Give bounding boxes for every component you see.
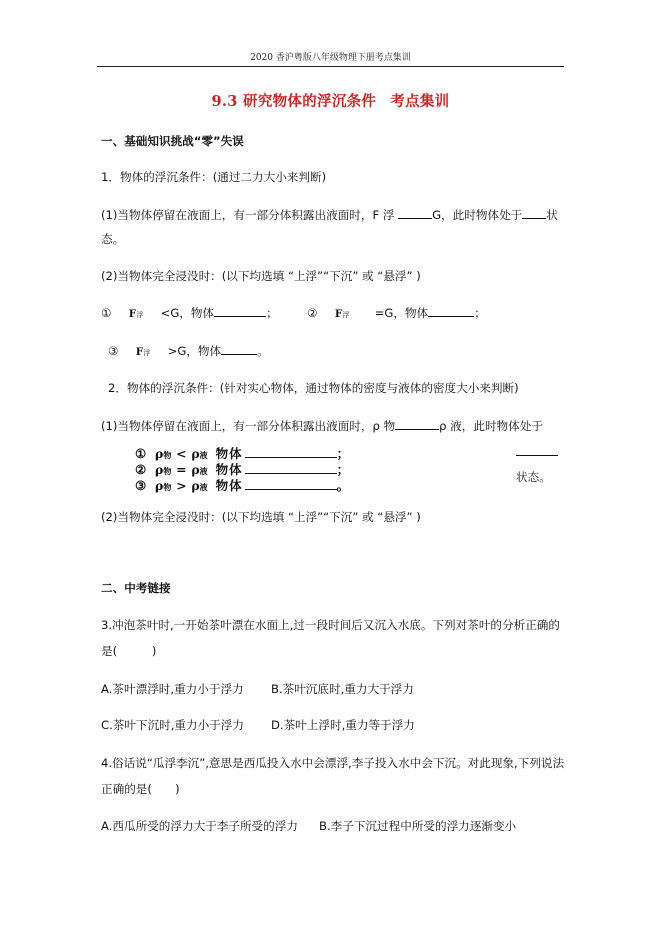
title-sub: 考点集训: [390, 93, 450, 110]
q4-option-b[interactable]: B.李子下沉过程中所受的浮力逐渐变小: [319, 819, 517, 833]
answer-blank[interactable]: [245, 462, 337, 474]
circled-3: ③: [108, 344, 119, 358]
answer-blank[interactable]: [522, 207, 546, 219]
q2-part1-state: 状态。: [516, 470, 551, 484]
buoyant-force-symbol: F浮: [128, 308, 144, 320]
q3-stem-line1: 3.冲泡茶叶时,一开始茶叶漂在水面上,过一段时间后又沉入水底。下列对茶叶的分析正确的: [101, 618, 560, 632]
section1-heading: 一、基础知识挑战“零”失误: [101, 134, 244, 148]
figure-row: ② ρ物 = ρ液 物体 ；: [135, 462, 350, 477]
circled-2: ②: [307, 306, 318, 320]
q3-option-c[interactable]: C.茶叶下沉时,重力小于浮力: [101, 718, 244, 732]
q1-part1-line: (1)当物体停留在液面上，有一部分体积露出液面时，F 浮 G，此时物体处于 状: [101, 208, 558, 222]
q4-stem-line1: 4.俗话说“瓜浮李沉”,意思是西瓜投入水中会漂浮,李子投入水中会下沉。对此现象,下列说法: [101, 756, 565, 770]
answer-blank[interactable]: [214, 305, 266, 317]
q4-stem-line2: 正确的是( ): [101, 782, 180, 796]
figure-row: ① ρ物 < ρ液 物体 ；: [135, 446, 350, 461]
q3-option-d[interactable]: D.茶叶上浮时,重力等于浮力: [271, 718, 415, 732]
buoyant-force-symbol: F浮: [334, 308, 350, 320]
page-title: [0, 90, 661, 111]
q1-case-line-2: ③ F浮 >G，物体 。: [108, 344, 269, 358]
q2-stem: 2．物体的浮沉条件：(针对实心物体，通过物体的密度与液体的密度大小来判断): [108, 381, 519, 395]
running-header: 2020 香沪粤版八年级物理下册考点集训: [250, 53, 411, 63]
figure-row: ③ ρ物 > ρ液 物体 。: [135, 478, 350, 493]
answer-blank[interactable]: [398, 207, 432, 219]
circled-1: ①: [101, 306, 112, 320]
answer-blank[interactable]: [428, 305, 474, 317]
answer-blank[interactable]: [245, 478, 337, 490]
q3-option-a[interactable]: A.茶叶漂浮时,重力小于浮力: [101, 682, 244, 696]
density-condition-figure: [135, 446, 445, 494]
q4-option-a[interactable]: A.西瓜所受的浮力大于李子所受的浮力: [101, 819, 298, 833]
section2-heading: 二、中考链接: [101, 581, 171, 595]
q1-part1-cont: 态。: [101, 232, 125, 246]
header-rule: [97, 66, 564, 67]
q3-option-b[interactable]: B.茶叶沉底时,重力大于浮力: [271, 682, 414, 696]
buoyant-force-symbol: F浮: [135, 346, 151, 358]
answer-blank[interactable]: [516, 455, 558, 456]
title-main: 9.3 研究物体的浮沉条件: [211, 93, 377, 110]
q2-part1-line: (1)当物体停留在液面上，有一部分体积露出液面时，ρ 物 ρ 液，此时物体处于: [101, 419, 543, 433]
answer-blank[interactable]: [221, 343, 257, 355]
q1-stem: 1．物体的浮沉条件：(通过二力大小来判断): [101, 170, 327, 184]
q3-stem-line2: 是( ): [101, 644, 157, 658]
q2-part2: (2)当物体完全浸没时：(以下均选填 “上浮”“下沉” 或 “悬浮” ): [101, 510, 421, 524]
answer-blank[interactable]: [245, 446, 337, 458]
answer-blank[interactable]: [395, 418, 439, 430]
q1-part2: (2)当物体完全浸没时：(以下均选填 “上浮”“下沉” 或 “悬浮” ): [101, 269, 421, 283]
q1-case-line-1: ① F浮 <G，物体 ； ② F浮 =G，物体 ；: [101, 306, 486, 320]
